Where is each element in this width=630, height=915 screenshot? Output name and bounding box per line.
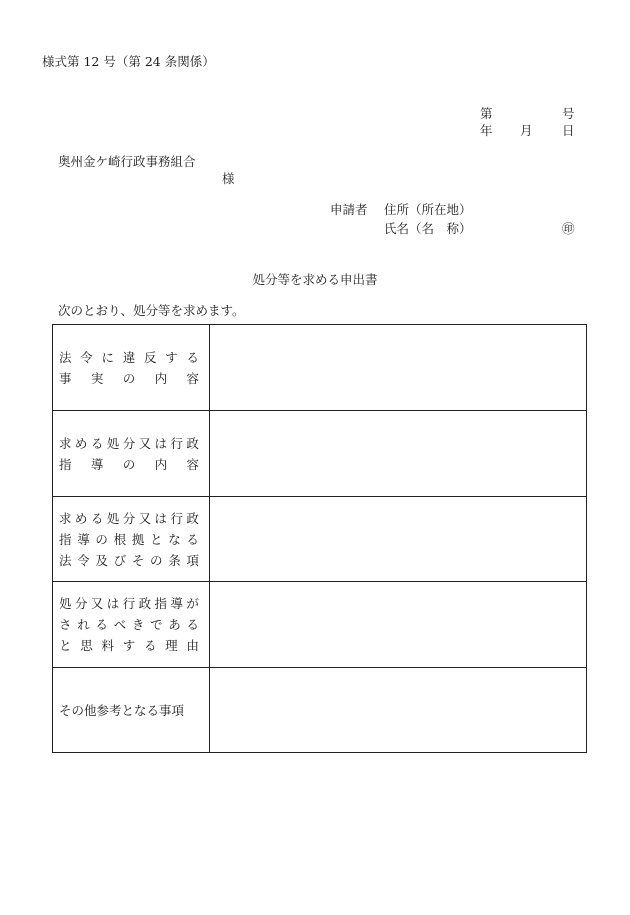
row-label-char: と: [59, 638, 72, 654]
row-label-char: 容: [186, 457, 199, 473]
row-label-char: 行: [170, 436, 183, 452]
row-label-char: べ: [113, 617, 127, 633]
row-label-char: 実: [90, 370, 104, 386]
row-value-cell[interactable]: [211, 668, 586, 753]
table-row: [53, 325, 586, 410]
row-label-char: の: [95, 531, 108, 547]
table-row: [53, 496, 586, 582]
row-label-line: [59, 593, 199, 614]
row-label-char: 指: [154, 596, 168, 612]
row-label-char: 容: [186, 370, 199, 386]
row-label-cell: [53, 497, 210, 582]
row-label-cell: [53, 325, 210, 410]
row-label-char: に: [101, 349, 114, 365]
row-label-line: [59, 433, 199, 454]
form-number: 様式第 12 号（第 24 条関係）: [42, 54, 215, 69]
row-label-char: 求: [59, 510, 72, 526]
row-label-char: す: [165, 349, 178, 365]
row-label-line: [59, 368, 199, 389]
table-row: [53, 667, 586, 753]
row-label-char: そ: [131, 552, 145, 568]
row-label-char: あ: [168, 617, 181, 633]
table-row: [53, 581, 586, 667]
row-label-char: 又: [138, 436, 152, 452]
document-title: 処分等を求める申出書: [252, 272, 378, 287]
row-label-char: 行: [122, 596, 136, 612]
row-label-char: 導: [170, 596, 183, 612]
applicant-address-label: 住所（所在地）: [384, 202, 472, 217]
document-number-label: 第: [480, 106, 493, 121]
document-number-suffix: 号: [562, 106, 575, 121]
row-label-line: [59, 700, 199, 721]
row-label-line: [59, 347, 199, 368]
row-label-char: 処: [59, 596, 72, 612]
row-label-char: 令: [80, 349, 93, 365]
row-label-char: る: [95, 617, 108, 633]
row-label-char: 令: [77, 552, 90, 568]
row-label-char: き: [131, 617, 145, 633]
row-label-char: は: [154, 510, 168, 526]
row-label-char: れ: [77, 617, 90, 633]
applicant-label: 申請者: [330, 202, 368, 217]
row-label-char: 導: [77, 531, 90, 547]
date-year-label: 年: [480, 123, 493, 138]
row-label-char: 反: [143, 349, 157, 365]
row-label-char: 法: [59, 552, 72, 568]
row-label-char: め: [74, 510, 88, 526]
row-label-char: 導: [90, 457, 104, 473]
addressee-honorific: 様: [222, 171, 235, 186]
row-label-char: る: [90, 436, 104, 452]
row-label-char: 又: [90, 596, 104, 612]
row-label-char: め: [74, 436, 88, 452]
date-day-label: 日: [562, 123, 575, 138]
intro-text: 次のとおり、処分等を求めます。: [58, 303, 245, 318]
row-label-char: 政: [186, 436, 199, 452]
row-label-char: 項: [186, 552, 199, 568]
row-value-cell[interactable]: [211, 497, 586, 582]
row-label-char: 内: [154, 370, 168, 386]
addressee-name: 奥州金ケ崎行政事務組合: [58, 154, 196, 169]
row-label-line: [59, 614, 199, 635]
row-label-char: 内: [154, 457, 168, 473]
row-label-char: 求: [59, 436, 72, 452]
row-label-char: 料: [101, 638, 114, 654]
request-table: [52, 324, 587, 753]
row-label-line: [59, 635, 199, 656]
seal-mark: ㊞: [562, 221, 575, 236]
row-label-char: び: [113, 552, 127, 568]
row-value-cell[interactable]: [211, 411, 586, 496]
row-label-char: 及: [95, 552, 108, 568]
row-label-char: の: [150, 552, 163, 568]
table-row: [53, 410, 586, 496]
row-label-char: る: [186, 349, 199, 365]
row-label-char: 分: [122, 510, 136, 526]
row-label-char: の: [122, 457, 136, 473]
row-label-char: 分: [74, 596, 88, 612]
row-label-char: 条: [168, 552, 181, 568]
row-label-char: 思: [80, 638, 93, 654]
row-label-char: 理: [165, 638, 178, 654]
row-label-char: 又: [138, 510, 152, 526]
row-label-cell: [53, 411, 210, 496]
row-label-char: 拠: [131, 531, 145, 547]
row-label-char: 政: [138, 596, 152, 612]
row-label-char: は: [154, 436, 168, 452]
row-label-char: で: [150, 617, 163, 633]
row-label-char: 行: [170, 510, 183, 526]
row-value-cell[interactable]: [211, 325, 586, 410]
row-label-char: る: [186, 617, 199, 633]
date-month-label: 月: [520, 123, 533, 138]
row-label-char: の: [122, 370, 136, 386]
row-label-char: 指: [59, 457, 72, 473]
row-label-line: [59, 454, 199, 475]
row-label-char: 指: [59, 531, 72, 547]
row-label-char: 処: [106, 436, 120, 452]
row-label-char: が: [186, 596, 199, 612]
row-label-line: [59, 529, 199, 550]
row-label-char: その他参考となる事項: [59, 702, 185, 718]
row-label-line: [59, 550, 199, 571]
row-label-char: さ: [59, 617, 72, 633]
row-label-char: 処: [106, 510, 120, 526]
row-label-char: る: [90, 510, 104, 526]
row-label-char: す: [122, 638, 136, 654]
row-label-char: は: [106, 596, 120, 612]
row-label-char: 分: [122, 436, 136, 452]
row-label-char: 違: [122, 349, 136, 365]
row-label-char: 根: [113, 531, 127, 547]
row-label-char: 事: [59, 370, 72, 386]
row-label-char: と: [150, 531, 163, 547]
row-label-char: る: [143, 638, 157, 654]
row-label-char: 政: [186, 510, 199, 526]
row-value-cell[interactable]: [211, 582, 586, 667]
row-label-char: 法: [59, 349, 72, 365]
row-label-char: な: [168, 531, 181, 547]
applicant-name-label: 氏名（名 称）: [384, 221, 472, 236]
row-label-cell: [53, 582, 210, 667]
row-label-char: る: [186, 531, 199, 547]
row-label-cell: [53, 668, 210, 753]
row-label-char: 由: [186, 638, 199, 654]
row-label-line: [59, 508, 199, 529]
